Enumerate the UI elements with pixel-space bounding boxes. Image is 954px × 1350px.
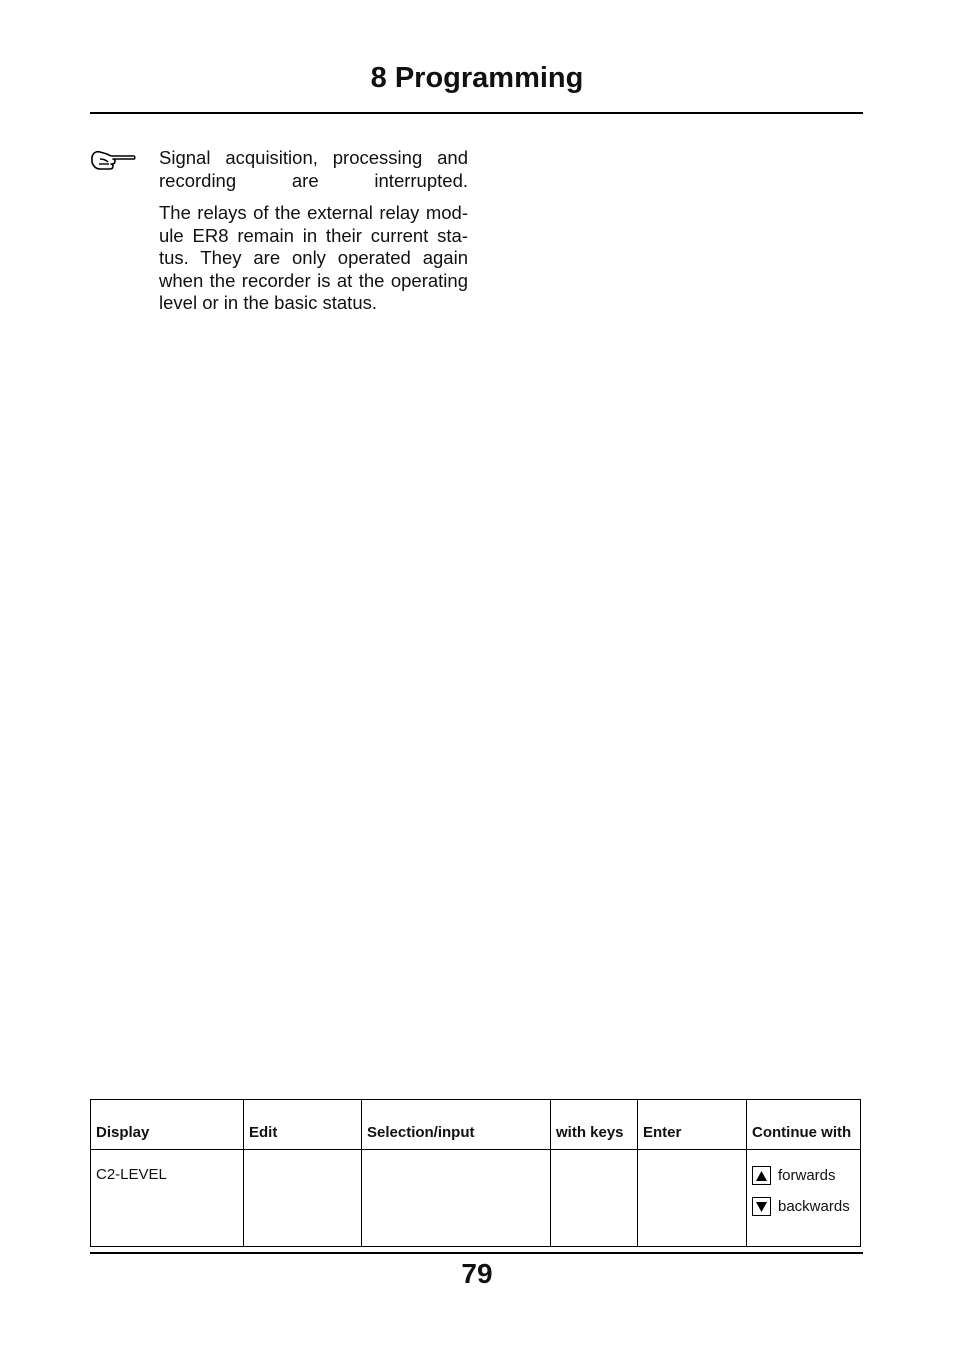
table-row xyxy=(91,1150,861,1247)
continue-backwards xyxy=(752,1197,855,1216)
note-paragraph-2: The relays of the external relay mod-ule ER8 remain in their current sta-tus. They are only operated again when the recorder is at the operating level or in the basic status. xyxy=(159,202,468,313)
backwards-label: backwards xyxy=(778,1198,850,1215)
navigation-table xyxy=(90,1099,861,1247)
cell-display: C2-LEVEL xyxy=(91,1150,244,1247)
header-display: Display xyxy=(91,1100,244,1150)
table-header-row xyxy=(91,1100,861,1150)
forwards-label: forwards xyxy=(778,1167,836,1184)
down-arrow-key-icon xyxy=(752,1197,771,1216)
cell-edit xyxy=(244,1150,362,1247)
header-enter: Enter xyxy=(638,1100,747,1150)
page-number: 79 xyxy=(461,1258,493,1289)
header-edit: Edit xyxy=(244,1100,362,1150)
header-selection: Selection/input xyxy=(362,1100,551,1150)
up-arrow-key-icon xyxy=(752,1166,771,1185)
footer-rule xyxy=(90,1252,863,1254)
note-paragraph-1: Signal acquisition, processing and recording are interrupted. xyxy=(159,147,468,191)
cell-enter xyxy=(638,1150,747,1247)
note-block xyxy=(159,147,468,325)
cell-continue xyxy=(747,1150,861,1247)
header-continue: Continue with xyxy=(747,1100,861,1150)
header-keys: with keys xyxy=(551,1100,638,1150)
continue-forwards xyxy=(752,1166,855,1185)
page-title: 8 Programming xyxy=(370,62,584,94)
cell-selection xyxy=(362,1150,551,1247)
pointing-hand-icon xyxy=(90,147,136,173)
cell-keys xyxy=(551,1150,638,1247)
header-rule xyxy=(90,112,863,114)
